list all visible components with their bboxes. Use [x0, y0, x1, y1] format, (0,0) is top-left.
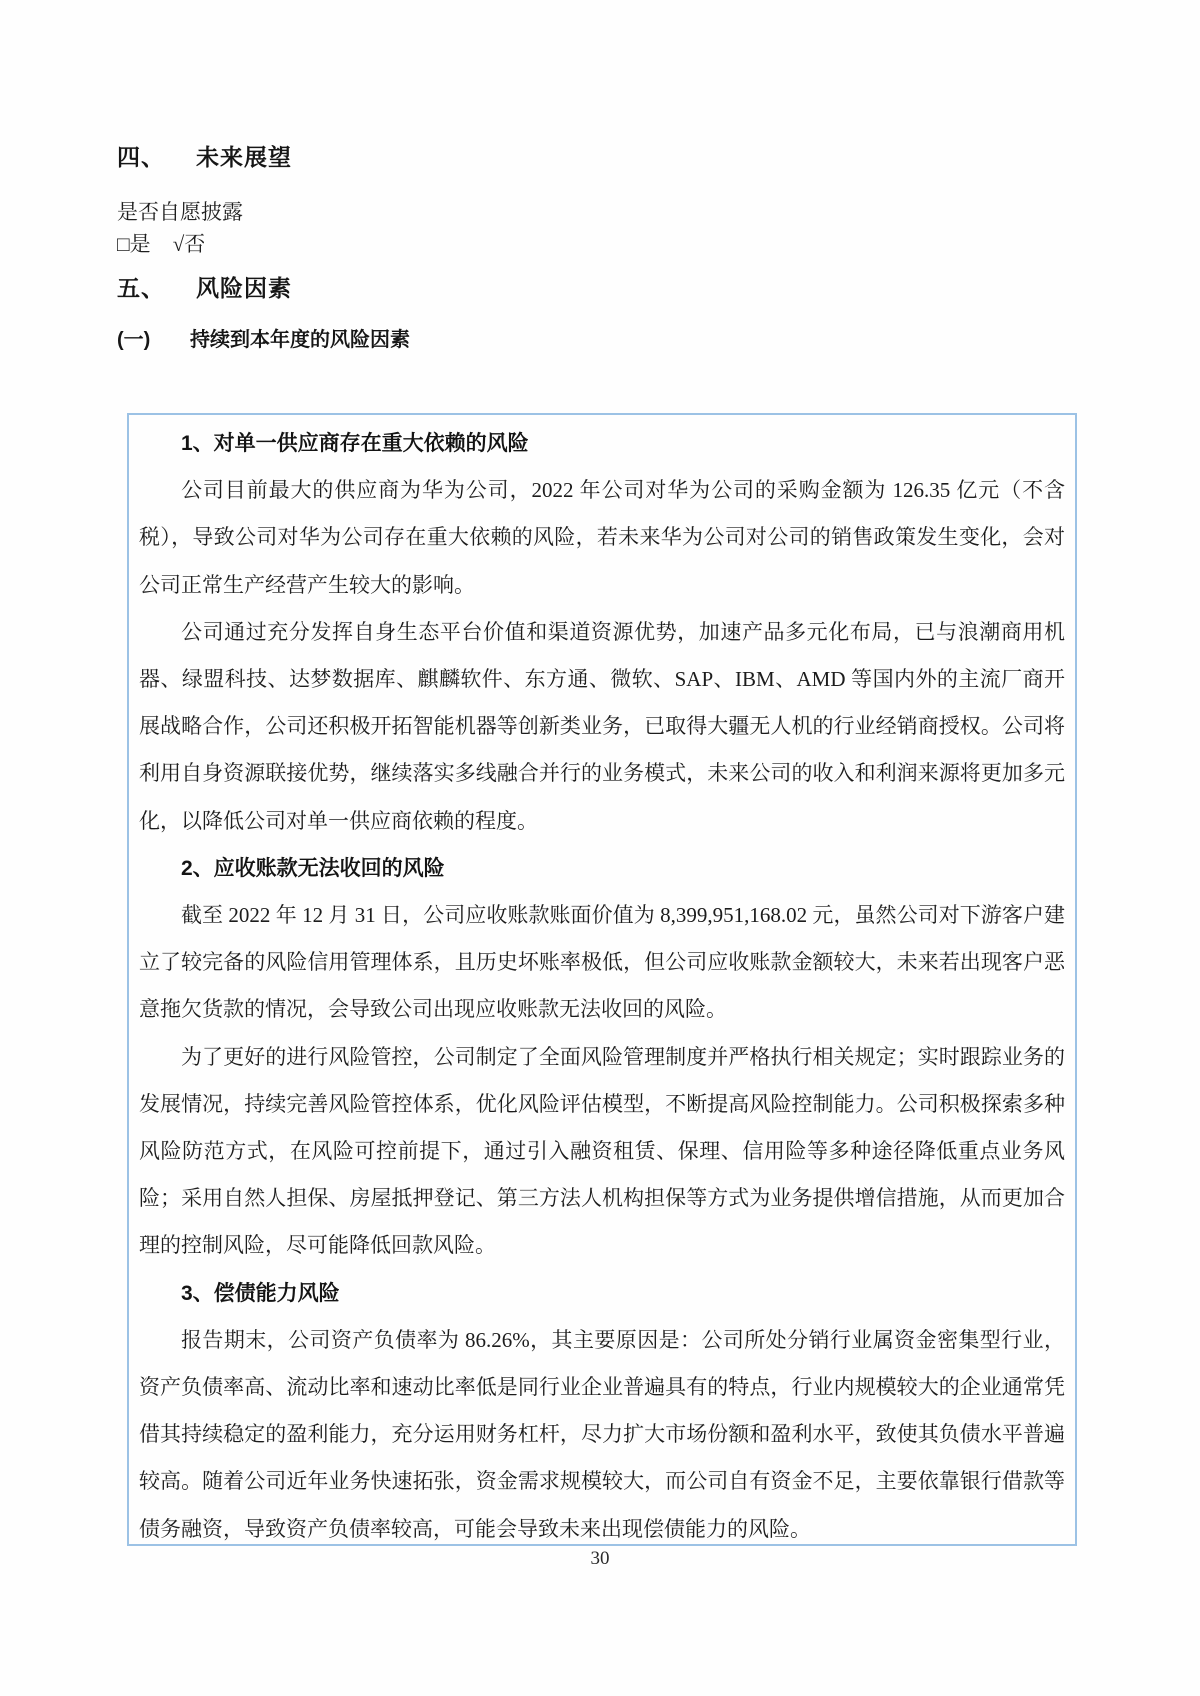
checkbox-no-checked: √否 [172, 232, 206, 256]
section-title-future-outlook [117, 146, 1077, 169]
disclosure-question: 是否自愿披露 [117, 200, 243, 224]
subsection-title-continuing-risks [117, 330, 1077, 350]
risk-item-paragraph: 截至 2022 年 12 月 31 日，公司应收账款账面价值为 8,399,951,168.02 元，虽然公司对下游客户建立了较完备的风险信用管理体系，且历史坏账率极低，但公司应收账款金额较大，未来若出现客户恶意拖欠货款的情况，会导致公司出现应收账款无法收回的风险。 [139, 903, 1065, 1022]
section-title-risk-factors [117, 277, 1077, 300]
section-numeral: 五、 [117, 275, 165, 301]
risk-item [139, 845, 1065, 1270]
risk-item-heading: 1、对单一供应商存在重大依赖的风险 [181, 432, 529, 455]
section-title-text: 未来展望 [196, 144, 292, 170]
page-number: 30 [590, 1548, 610, 1569]
section-numeral: 四、 [117, 144, 165, 170]
risk-item [139, 1270, 1065, 1546]
risk-item-paragraph: 为了更好的进行风险管控，公司制定了全面风险管理制度并严格执行相关规定；实时跟踪业务的发展情况，持续完善风险管控体系，优化风险评估模型，不断提高风险控制能力。公司积极探索多种风险防范方式，在风险可控前提下，通过引入融资租赁、保理、信用险等多种途径降低重点业务风险；采用自然人担保、房屋抵押登记、第三方法人机构担保等方式为业务提供增信措施，从而更加合理的控制风险，尽可能降低回款风险。 [139, 1044, 1065, 1258]
subsection-numeral: (一) [117, 329, 151, 351]
risk-item-paragraph: 公司目前最大的供应商为华为公司，2022 年公司对华为公司的采购金额为 126.35 亿元（不含税），导致公司对华为公司存在重大依赖的风险，若未来华为公司对公司的销售政策发生变化，会对公司正常生产经营产生较大的影响。 [139, 478, 1065, 597]
risk-item-heading: 2、应收账款无法收回的风险 [181, 856, 445, 880]
disclosure-options [117, 228, 1077, 260]
risk-factors-box [127, 413, 1077, 1546]
risk-item-paragraph: 报告期末，公司资产负债率为 86.26%，其主要原因是：公司所处分销行业属资金密集型行业，资产负债率高、流动比率和速动比率低是同行业企业普遍具有的特点，行业内规模较大的企业通常凭借其持续稳定的盈利能力，充分运用财务杠杆，尽力扩大市场份额和盈利水平，致使其负债水平普遍较高。随着公司近年业务快速拓张，资金需求规模较大，而公司自有资金不足，主要依靠银行借款等债务融资，导致资产负债率较高，可能会导致未来出现偿债能力的风险。 [139, 1327, 1065, 1541]
checkbox-yes: □是 [117, 232, 151, 256]
risk-item-paragraph: 公司通过充分发挥自身生态平台价值和渠道资源优势，加速产品多元化布局，已与浪潮商用机器、绿盟科技、达梦数据库、麒麟软件、东方通、微软、SAP、IBM、AMD 等国内外的主流厂商开展战略合作，公司还积极开拓智能机器等创新类业务，已取得大疆无人机的行业经销商授权。公司将利用自身资源联接优势，继续落实多线融合并行的业务模式，未来公司的收入和利润来源将更加多元化，以降低公司对单一供应商依赖的程度。 [139, 619, 1065, 833]
subsection-title-text: 持续到本年度的风险因素 [190, 329, 410, 351]
risk-item [139, 420, 1065, 845]
risk-item-heading: 3、偿债能力风险 [181, 1281, 340, 1305]
section-title-text: 风险因素 [196, 275, 292, 301]
